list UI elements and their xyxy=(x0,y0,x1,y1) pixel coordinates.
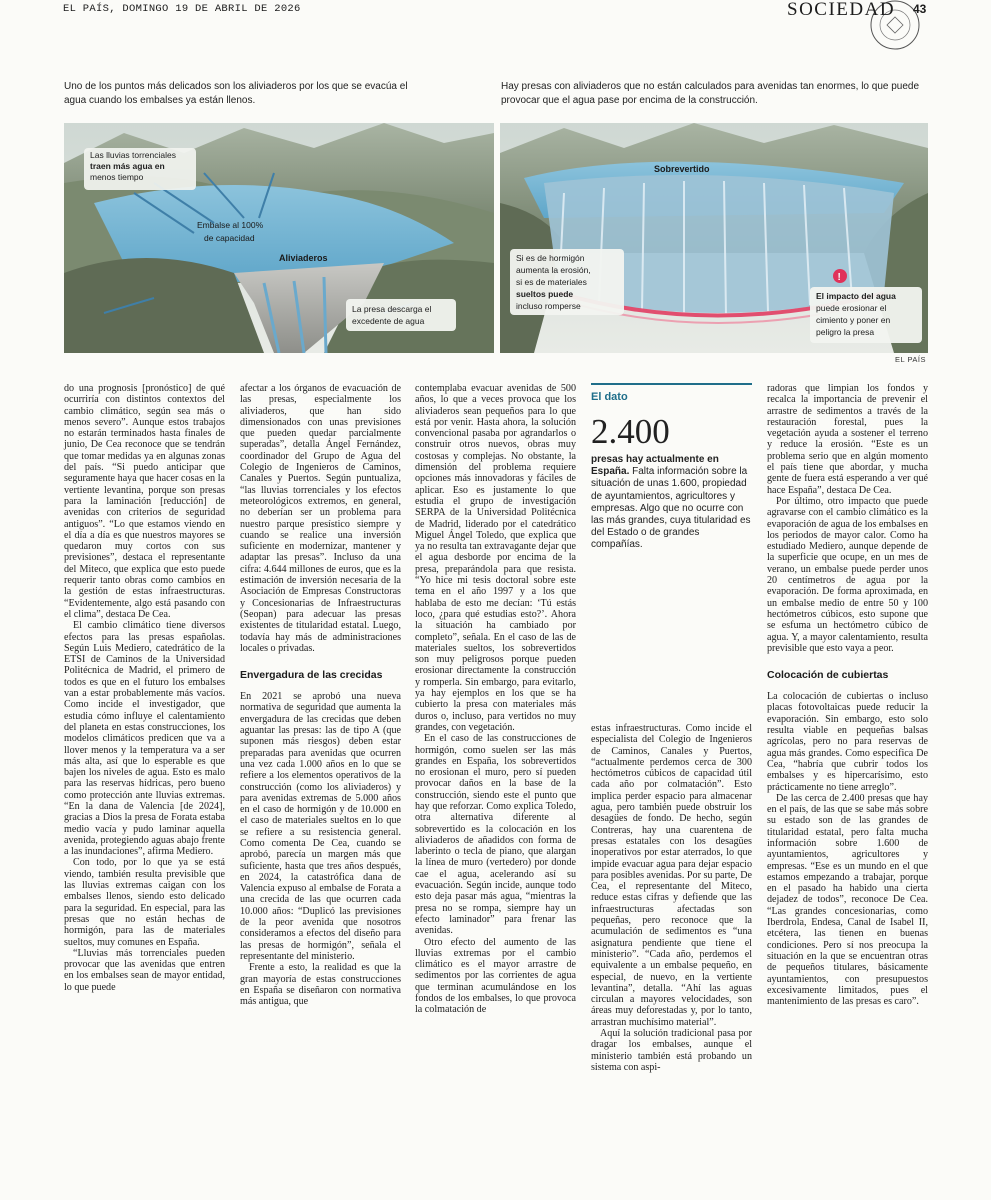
illustration-right-panel xyxy=(500,123,928,353)
article-column-5 xyxy=(767,383,928,1007)
caption-left: Uno de los puntos más delicados son los aliviaderos por los que se evacúa el agua cuando los embalses ya están llenos. xyxy=(64,81,408,106)
subheading-envergadura: Envergadura de las crecidas xyxy=(240,669,383,682)
label-sobrevertido: Sobrevertido xyxy=(654,164,710,174)
caption-right: Hay presas con aliviaderos que no están calculados para avenidas tan enormes, lo que puede provocar que el agua pase por encima de la construcción. xyxy=(501,81,920,106)
fact-box-number: 2.400 xyxy=(591,412,670,451)
label-impacto-4: peligro la presa xyxy=(816,327,875,337)
fact-box-label: El dato xyxy=(591,391,628,403)
subheading-cubiertas: Colocación de cubiertas xyxy=(767,669,889,682)
label-descarga-1: La presa descarga el xyxy=(352,304,432,314)
paragraph: Frente a esto, la realidad es que la gran mayoría de estas construcciones en España se diseñaron con normativa más antigua, que xyxy=(240,962,401,1008)
fact-box-text-body: Falta información sobre la situación de unas 1.600, propiedad de ayuntamientos, agricultores y empresas. Algo que no ocurre con las más grandes, cuya titularidad es del Estado o de grandes compañías. xyxy=(591,466,751,551)
fact-box-text-bold: presas hay actualmente en España. xyxy=(591,454,719,478)
label-lluvias-3: menos tiempo xyxy=(90,172,144,182)
label-impacto-2: puede erosionar el xyxy=(816,303,887,313)
fact-box-text xyxy=(591,454,752,552)
label-impacto-1: El impacto del agua xyxy=(816,291,896,301)
label-aliviaderos: Aliviaderos xyxy=(279,253,328,263)
svg-text:!: ! xyxy=(837,272,841,283)
paragraph: De las cerca de 2.400 presas que hay en el país, de las que se sabe más sobre su estado son de las grandes de titularidad estatal, pero falta mucha información sobre 1.600 de ayuntamientos, agricultores y empresas. “Ese es un mundo en el que estamos empezando a trabajar, porque en el pasado ha habido una cierta dejadez de todos”, reconoce De Cea. “Las grandes concesionarias, como Iberdrola, Endesa, Canal de Isabel II, etcétera, las tienen en buenas condiciones. Pero sí nos preocupa la situación en la que se encuentran otras de pequeños titulares, básicamente ayuntamientos, con presupuestos excesivamente limitados, pues el mantenimiento de las presas es caro”. xyxy=(767,792,928,1008)
paragraph: contemplaba evacuar avenidas de 500 años, lo que a veces provoca que los aliviaderos sean pequeños para lo que está por venir. Hasta ahora, la solución convencional pasaba por agrandarlos o construir otros nuevos, obras muy costosas y complejas. No obstante, la dimensión del problema requiere opciones más innovadoras y fáciles de aplicar. Eso es justamente lo que estudia el grupo de investigación SERPA de la Universidad Politécnica de Madrid, liderado por el catedrático Miguel Ángel Toledo, que explica que ya no resulta tan extravagante dejar que el agua desborde por encima de la presa, preparándola para que resista. “Yo hice mi tesis doctoral sobre este tema en el año 1997 y a los que hablaba de esto me decían: ‘Tú estás loco, ¿para qué estudias esto?’. Ahora la situación ha cambiado por completo”, señala. En el caso de las de materiales sueltos, los sobrevertidos son muy peligrosos porque pueden erosionar directamente la construcción y romperla. Sin embargo, para evitarlo, ya hay ejemplos en los que se ha cubierto la presa con materiales más duros o, incluso, para vertidos no muy grandes, con vegetación. xyxy=(415,383,576,733)
illustration-credit: EL PAÍS xyxy=(894,355,926,364)
paragraph: Otro efecto del aumento de las lluvias extremas por el cambio climático es el mayor arrastre de sedimentos por las corrientes de agua que terminan acumulándose en los fondos de los embalses, lo que provoca la colmatación de xyxy=(415,936,576,1016)
label-embalse-2: de capacidad xyxy=(204,233,255,243)
paragraph: radoras que limpian los fondos y recalca la importancia de prevenir el arrastre de sedimentos a través de la restauración forestal, pues la vegetación ayuda a sostener el terreno y reduce la erosión. “Este es un problema serio que en algún momento el país tiene que abordar, y mucha gente de fuera está esperando a ver qué hace España”, destaca De Cea. xyxy=(767,383,928,496)
paragraph: En 2021 se aprobó una nueva normativa de seguridad que aumenta la envergadura de las crecidas que deben aguantar las presas: las de tipo A (que suponen más riesgos) deben estar preparadas para avenidas que ocurren una vez cada 1.000 años en lo que se refiere a los elementos operativos de la construcción (como los aliviaderos) y para avenidas extremas de 5.000 años en el caso de hormigón y de 10.000 en el caso de materiales sueltos en lo que se refiere a su resistencia general. Como comenta De Cea, cuando se aprobó, parecía un margen más que suficiente, hasta que tres años después, en 2024, la catastrófica dana de Valencia expuso al embalse de Forata a una crecida de las que ocurren cada 10.000 años: “Duplicó las previsiones de la peor avenida que nosotros consideramos a efectos del diseño para las presas de hormigón”, señala el representante del ministerio. xyxy=(240,691,401,962)
label-hormigon-4: sueltos puede xyxy=(516,289,574,299)
label-hormigon-1: Si es de hormigón xyxy=(516,253,585,263)
paragraph: El cambio climático tiene diversos efectos para las presas españolas. Según Luis Mediero, catedrático de la ETSI de Caminos de la Universidad Politécnica de Madrid, el primero de todos es que en el futuro los embalses van a estar probablemente más vacíos. Como incide el investigador, que estudia cómo influye el calentamiento del planeta en estas construcciones, los modelos climáticos predicen que va a llover menos y la temperatura va a ser más alta, así que lo esperable es que bajen los niveles de agua. Esto es malo para las reservas hídricas, pero bueno como protección ante lluvias extremas. “En la dana de Valencia [de 2024], gracias a Dios la presa de Forata estaba medio vacía y pudo laminar aquella avenida, protegiendo aguas abajo frente a las inundaciones”, afirma Mediero. xyxy=(64,620,225,858)
date-line: EL PAÍS, DOMINGO 19 DE ABRIL DE 2026 xyxy=(63,3,301,15)
paragraph: estas infraestructuras. Como incide el especialista del Colegio de Ingenieros de Caminos, Canales y Puertos, “actualmente perdemos cerca de 300 hectómetros cúbicos de capacidad útil cada año por colmatación”. Esto implica perder espacio para almacenar agua, pero también puede obstruir los desagües de fondo. De hecho, según Contreras, hay una cuarentena de presas estatales con los desagües inoperativos por estar aterrados, lo que impide evacuar agua para dejar espacio para posibles avenidas. Por su parte, De Cea, el representante del Miteco, reduce estas cifras y defiende que las infraestructuras afectadas son pequeñas, pero reconoce que la acumulación de sedimentos es “una asignatura pendiente que tiene el ministerio”. “Cada año, perdemos el equivalente a un embalse pequeño, en especial, de nuevo, en la vertiente levantina”, detalla. “Ahí las aguas circulan a mayores velocidades, son áreas muy deforestadas y, por lo tanto, arrastran muchísimo material”. xyxy=(591,723,752,1028)
paragraph: “Lluvias más torrenciales pueden provocar que las avenidas que entren en los embalses sean de mayor entidad, lo que puede xyxy=(64,947,225,993)
dam-illustration xyxy=(64,123,928,353)
paragraph: En el caso de las construcciones de hormigón, como suelen ser las más grandes en España, los sobrevertidos no erosionan el muro, pero sí pueden provocar daños en la base de la construcción, siendo este el punto que hay que reforzar. Como explica Toledo, otra alternativa diferente al sobrevertido es la colocación en los aliviaderos de añadidos con forma de laberinto o tecla de piano, que alargan la línea de muro (vertedero) por donde cae el agua, acelerando así su evacuación. Según incide, aunque todo esto deja pasar más agua, “mientras la presa no se rompa, siempre hay un efecto laminador” para frenar las avenidas. xyxy=(415,733,576,937)
fact-box xyxy=(591,383,752,552)
paragraph: Con todo, por lo que ya se está viendo, también resulta previsible que las lluvias extremas caigan con los embalses llenos, siendo esto delicado para la seguridad. En especial, para las presas que no están hechas de hormigón, para las de materiales sueltos, muy comunes en España. xyxy=(64,857,225,948)
paragraph: afectar a los órganos de evacuación de las presas, especialmente los aliviaderos, que han sido dimensionados con unas previsiones que pueden quedar parcialmente superadas”, detalla Ángel Fernández, coordinador del Grupo de Agua del Colegio de Ingenieros de Caminos, Canales y Puertos. Según puntualiza, “las lluvias torrenciales y los efectos meteorológicos extremos, en general, no deberían ser un problema para nuestro parque presístico siempre y cuando se realice una inversión suficiente en modernizar, mantener y adaptar las presas”. Incluso da una cifra: 4.644 millones de euros, que es la estimación de inversión necesaria de la Asociación de Empresas Constructoras y Concesionarias de Infraestructuras (Seopan) para adecuar las presas existentes de titularidad estatal. Luego, todavía hay más de administraciones locales o privadas. xyxy=(240,383,401,654)
label-lluvias-1: Las lluvias torrenciales xyxy=(90,150,176,160)
label-hormigon-5: incluso romperse xyxy=(516,301,581,311)
article-column-1 xyxy=(64,383,225,993)
label-descarga-2: excedente de agua xyxy=(352,316,425,326)
section-title: SOCIEDAD xyxy=(787,0,896,20)
page-number: 43 xyxy=(913,2,927,16)
label-lluvias-2: traen más agua en xyxy=(90,161,165,171)
article-column-3 xyxy=(415,383,576,1016)
article-column-4 xyxy=(591,723,752,1073)
label-embalse-1: Embalse al 100% xyxy=(197,220,264,230)
article-column-2 xyxy=(240,383,401,1007)
paragraph: Aquí la solución tradicional pasa por dragar los embalses, aunque el ministerio también está probando un sistema con aspi- xyxy=(591,1028,752,1073)
label-hormigon-3: si es de materiales xyxy=(516,277,587,287)
illustration-left-panel xyxy=(64,123,494,353)
paragraph: Por último, otro impacto que puede agravarse con el cambio climático es la evaporación de agua de los embalses en los periodos de mayor calor. Como ha estudiado Mediero, aunque depende de la superficie que ocupe, en un mes de verano, un embalse puede perder unos 20 centímetros de agua por la evaporación. De forma aproximada, en un embalse medio de entre 50 y 100 hectómetros cúbicos, esto supone que se esfuma un hectómetro cúbico de agua. Y, a mayor calentamiento, resulta previsible que esto vaya a peor. xyxy=(767,495,928,654)
paragraph: do una prognosis [pronóstico] de qué ocurriría con distintos contextos del cambio climático, según sea más o menos severo”. Aunque estos trabajos no estarán terminados hasta finales de junio, De Cea reconoce que se tendrán que tomar medidas ya en algunas zonas del país. “Si puedo anticipar que seguramente haya que hacer cosas en la vertiente levantina, porque son presas para la laminación [reducción] de avenidas con criterios de seguridad antiguos”. “Lo que estamos viendo en el día a día es que nuestros mayores se quedaron muy cortos con sus previsiones”, destaca el representante del Miteco, que explica que esto puede requerir tanto obras como cambios en la gestión de estas infraestructuras. “Evidentemente, algo está pasando con el clima”, destaca De Cea. xyxy=(64,383,225,620)
label-hormigon-2: aumenta la erosión, xyxy=(516,265,591,275)
page-header xyxy=(0,0,991,40)
label-impacto-3: cimiento y poner en xyxy=(816,315,891,325)
paragraph: La colocación de cubiertas o incluso placas fotovoltaicas puede reducir la evaporación. Sin embargo, esto solo resulta viable en pequeñas balsas agrícolas, pero no para reservas de agua más grandes. Como especifica De Cea, “habría que cubrir todos los embalses y es hipercarísimo, esto prácticamente no tiene arreglo”. xyxy=(767,691,928,793)
